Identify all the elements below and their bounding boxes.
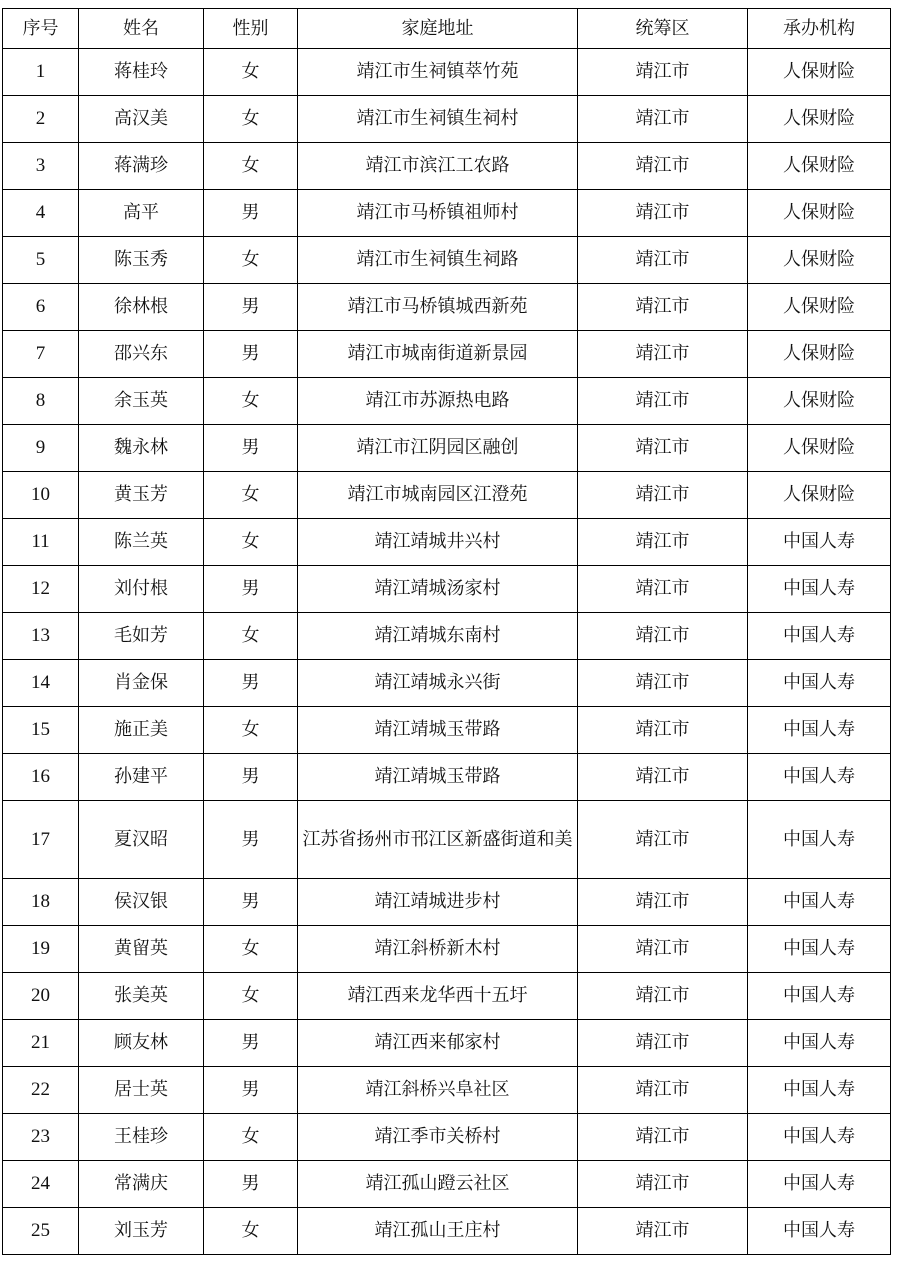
table-row [3,1161,891,1208]
table-row [3,96,891,143]
cell-insurer: 人保财险 [748,143,891,190]
cell-address: 靖江靖城东南村 [298,613,578,660]
cell-address: 靖江靖城汤家村 [298,566,578,613]
cell-gender: 女 [204,519,298,566]
cell-name: 侯汉银 [79,879,204,926]
cell-name: 蒋满珍 [79,143,204,190]
cell-region: 靖江市 [578,566,748,613]
cell-insurer: 中国人寿 [748,1161,891,1208]
cell-address: 靖江市滨江工农路 [298,143,578,190]
cell-gender: 女 [204,1114,298,1161]
cell-name: 高汉美 [79,96,204,143]
table-row [3,613,891,660]
cell-no: 11 [3,519,79,566]
cell-no: 5 [3,237,79,284]
cell-gender: 女 [204,926,298,973]
table-row [3,472,891,519]
cell-insurer: 中国人寿 [748,566,891,613]
cell-no: 8 [3,378,79,425]
cell-region: 靖江市 [578,1020,748,1067]
cell-address: 靖江市苏源热电路 [298,378,578,425]
cell-no: 23 [3,1114,79,1161]
table-row [3,519,891,566]
cell-insurer: 人保财险 [748,331,891,378]
cell-no: 24 [3,1161,79,1208]
cell-region: 靖江市 [578,973,748,1020]
cell-gender: 女 [204,707,298,754]
table-row [3,49,891,96]
cell-insurer: 中国人寿 [748,707,891,754]
cell-name: 余玉英 [79,378,204,425]
cell-gender: 女 [204,49,298,96]
cell-name: 夏汉昭 [79,801,204,879]
cell-region: 靖江市 [578,754,748,801]
cell-region: 靖江市 [578,926,748,973]
table-header [3,9,891,49]
table-row [3,801,891,879]
cell-no: 10 [3,472,79,519]
cell-insurer: 中国人寿 [748,879,891,926]
cell-gender: 女 [204,1208,298,1255]
cell-region: 靖江市 [578,613,748,660]
cell-no: 25 [3,1208,79,1255]
cell-gender: 男 [204,1020,298,1067]
table-row [3,879,891,926]
cell-address: 靖江市城南园区江澄苑 [298,472,578,519]
cell-insurer: 人保财险 [748,96,891,143]
cell-no: 13 [3,613,79,660]
cell-no: 16 [3,754,79,801]
cell-region: 靖江市 [578,190,748,237]
column-header-name: 姓名 [79,9,204,49]
cell-insurer: 中国人寿 [748,754,891,801]
cell-address: 靖江市生祠镇萃竹苑 [298,49,578,96]
cell-insurer: 中国人寿 [748,973,891,1020]
cell-region: 靖江市 [578,1208,748,1255]
cell-gender: 男 [204,1161,298,1208]
cell-no: 6 [3,284,79,331]
cell-address: 靖江斜桥新木村 [298,926,578,973]
cell-insurer: 人保财险 [748,472,891,519]
cell-address: 靖江斜桥兴阜社区 [298,1067,578,1114]
cell-gender: 女 [204,96,298,143]
cell-gender: 男 [204,1067,298,1114]
cell-insurer: 中国人寿 [748,1114,891,1161]
cell-insurer: 人保财险 [748,284,891,331]
table-row [3,754,891,801]
cell-gender: 女 [204,973,298,1020]
table-row [3,143,891,190]
cell-name: 施正美 [79,707,204,754]
column-header-address: 家庭地址 [298,9,578,49]
cell-insurer: 人保财险 [748,190,891,237]
cell-gender: 男 [204,331,298,378]
cell-region: 靖江市 [578,519,748,566]
cell-name: 刘玉芳 [79,1208,204,1255]
cell-no: 3 [3,143,79,190]
cell-name: 陈玉秀 [79,237,204,284]
table-row [3,707,891,754]
cell-no: 14 [3,660,79,707]
cell-no: 19 [3,926,79,973]
cell-address: 靖江孤山蹬云社区 [298,1161,578,1208]
cell-no: 20 [3,973,79,1020]
cell-name: 黄玉芳 [79,472,204,519]
cell-name: 高平 [79,190,204,237]
cell-name: 张美英 [79,973,204,1020]
table-row [3,926,891,973]
cell-insurer: 人保财险 [748,49,891,96]
column-header-region: 统筹区 [578,9,748,49]
cell-gender: 女 [204,613,298,660]
cell-address: 靖江靖城进步村 [298,879,578,926]
cell-name: 肖金保 [79,660,204,707]
table-row [3,284,891,331]
table-row [3,1114,891,1161]
table-row [3,1020,891,1067]
cell-name: 王桂珍 [79,1114,204,1161]
cell-address: 靖江靖城永兴街 [298,660,578,707]
cell-no: 12 [3,566,79,613]
cell-gender: 男 [204,879,298,926]
cell-gender: 女 [204,237,298,284]
cell-no: 2 [3,96,79,143]
header-row [3,9,891,49]
cell-name: 魏永林 [79,425,204,472]
cell-name: 刘付根 [79,566,204,613]
cell-region: 靖江市 [578,237,748,284]
cell-name: 陈兰英 [79,519,204,566]
cell-region: 靖江市 [578,1114,748,1161]
cell-name: 毛如芳 [79,613,204,660]
cell-gender: 女 [204,378,298,425]
cell-region: 靖江市 [578,472,748,519]
table-row [3,1067,891,1114]
table-row [3,660,891,707]
cell-region: 靖江市 [578,425,748,472]
cell-address: 靖江西来龙华西十五圩 [298,973,578,1020]
cell-region: 靖江市 [578,284,748,331]
column-header-insurer: 承办机构 [748,9,891,49]
cell-gender: 男 [204,190,298,237]
table-row [3,425,891,472]
cell-name: 黄留英 [79,926,204,973]
cell-no: 22 [3,1067,79,1114]
cell-no: 17 [3,801,79,879]
cell-no: 18 [3,879,79,926]
cell-address: 靖江市江阴园区融创 [298,425,578,472]
column-header-gender: 性别 [204,9,298,49]
table-row [3,237,891,284]
cell-gender: 女 [204,143,298,190]
cell-insurer: 中国人寿 [748,1067,891,1114]
cell-region: 靖江市 [578,49,748,96]
table-row [3,566,891,613]
cell-region: 靖江市 [578,707,748,754]
cell-insurer: 人保财险 [748,425,891,472]
cell-region: 靖江市 [578,1161,748,1208]
cell-no: 15 [3,707,79,754]
table-body [3,49,891,1255]
cell-address: 靖江季市关桥村 [298,1114,578,1161]
cell-address: 靖江靖城井兴村 [298,519,578,566]
cell-no: 21 [3,1020,79,1067]
cell-region: 靖江市 [578,378,748,425]
table-row [3,190,891,237]
cell-region: 靖江市 [578,143,748,190]
cell-gender: 男 [204,425,298,472]
cell-region: 靖江市 [578,801,748,879]
cell-insurer: 中国人寿 [748,1020,891,1067]
cell-region: 靖江市 [578,1067,748,1114]
cell-name: 孙建平 [79,754,204,801]
cell-name: 常满庆 [79,1161,204,1208]
cell-insurer: 中国人寿 [748,801,891,879]
cell-gender: 男 [204,754,298,801]
cell-gender: 男 [204,566,298,613]
cell-gender: 男 [204,284,298,331]
insured-persons-table [2,8,891,1255]
cell-insurer: 中国人寿 [748,519,891,566]
cell-region: 靖江市 [578,96,748,143]
cell-address: 靖江市马桥镇祖师村 [298,190,578,237]
cell-address: 靖江市生祠镇生祠路 [298,237,578,284]
cell-name: 邵兴东 [79,331,204,378]
cell-name: 徐林根 [79,284,204,331]
cell-address: 靖江市城南街道新景园 [298,331,578,378]
cell-name: 居士英 [79,1067,204,1114]
cell-insurer: 人保财险 [748,378,891,425]
cell-gender: 男 [204,801,298,879]
column-header-no: 序号 [3,9,79,49]
cell-region: 靖江市 [578,879,748,926]
cell-insurer: 中国人寿 [748,926,891,973]
cell-address: 靖江孤山王庄村 [298,1208,578,1255]
cell-insurer: 人保财险 [748,237,891,284]
cell-address: 靖江靖城玉带路 [298,707,578,754]
cell-name: 顾友林 [79,1020,204,1067]
cell-name: 蒋桂玲 [79,49,204,96]
cell-address: 靖江市马桥镇城西新苑 [298,284,578,331]
cell-gender: 男 [204,660,298,707]
cell-address: 靖江市生祠镇生祠村 [298,96,578,143]
cell-region: 靖江市 [578,660,748,707]
cell-no: 4 [3,190,79,237]
cell-no: 9 [3,425,79,472]
cell-no: 7 [3,331,79,378]
cell-region: 靖江市 [578,331,748,378]
cell-gender: 女 [204,472,298,519]
cell-insurer: 中国人寿 [748,660,891,707]
cell-address: 靖江西来郁家村 [298,1020,578,1067]
table-row [3,1208,891,1255]
cell-insurer: 中国人寿 [748,613,891,660]
table-row [3,331,891,378]
cell-address: 靖江靖城玉带路 [298,754,578,801]
table-row [3,378,891,425]
cell-address: 江苏省扬州市邗江区新盛街道和美 [298,801,578,879]
cell-no: 1 [3,49,79,96]
cell-insurer: 中国人寿 [748,1208,891,1255]
table-row [3,973,891,1020]
